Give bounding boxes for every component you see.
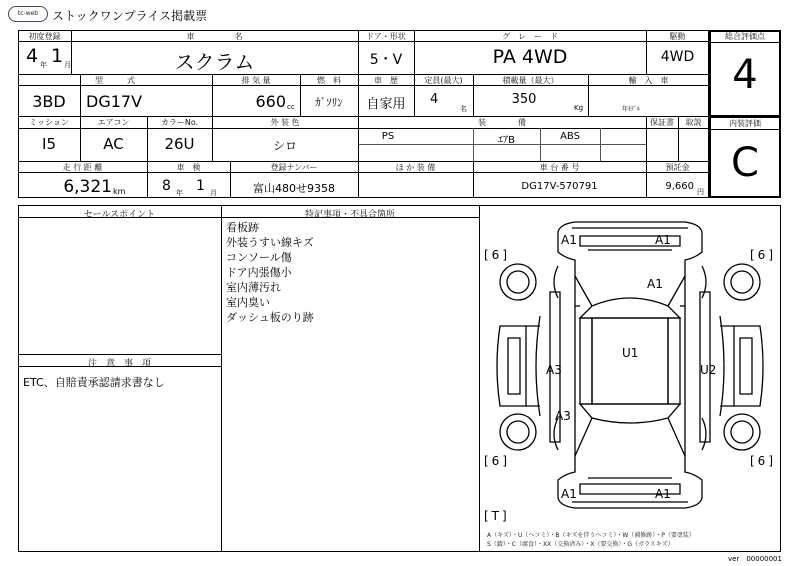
legend-line-2: S（錆）・C（腐食）・XX（交換済み）・X（要交換）・G（ガラスキズ） [487, 541, 674, 548]
label-import: 輸 入 車 [628, 76, 669, 85]
interior-score: C [731, 140, 759, 186]
side-right-bottom: [6] [750, 454, 776, 468]
equip-airbag: ｴｱB [498, 135, 515, 146]
label-overall: 総合評価点 [725, 32, 765, 41]
mark-roof: U1 [622, 346, 639, 360]
brand-logo-text: tc-web [17, 10, 39, 17]
mileage-unit: km [113, 187, 126, 196]
note-item: 室内薄汚れ [226, 281, 281, 294]
caution-text: ETC、自賠責承認請求書なし [23, 376, 165, 389]
price-unit: 円 [697, 188, 704, 196]
side-left-top: [6] [484, 248, 510, 262]
side-right-top: [6] [750, 248, 776, 262]
label-inspection: 車 検 [176, 163, 201, 172]
label-equipment: 装 備 [478, 118, 526, 127]
insp-month-unit: 月 [210, 189, 217, 197]
car-name: スクラム [174, 50, 255, 74]
import-model: 年ﾓﾃﾞﾙ [622, 106, 641, 113]
label-sales-point: セールスポイント [83, 210, 156, 220]
price: 9,660 [665, 181, 694, 192]
mark-left-side: A3 [546, 363, 562, 377]
note-item: 外装うすい線キズ [226, 236, 314, 249]
equip-abs: ABS [560, 131, 580, 142]
page-title: ストックワンプライス掲載票 [52, 9, 208, 23]
mark-front-top-right: A1 [655, 233, 671, 247]
car-damage-diagram [480, 206, 780, 526]
displacement-unit: cc [287, 103, 295, 111]
load: 350 [511, 92, 537, 107]
reg-month: 1 [51, 45, 64, 67]
plate: 富山480せ9358 [253, 182, 335, 195]
label-car-name: 車 名 [186, 32, 243, 41]
label-other-equip: ほ か 装 備 [395, 163, 436, 172]
history: 自家用 [366, 97, 406, 112]
model: DG17V [86, 92, 143, 111]
label-history: 車 歴 [374, 76, 398, 85]
mark-rear-right: A1 [655, 487, 671, 501]
label-notes: 特記事項・不具合箇所 [304, 210, 395, 220]
label-color-no: カラーNo. [160, 118, 199, 127]
capacity: 4 [430, 92, 439, 107]
label-capacity: 定員(最大) [424, 76, 463, 85]
mission: I5 [42, 135, 56, 153]
capacity-unit: 名 [460, 105, 467, 113]
insp-year: 8 [162, 178, 171, 194]
mileage: 6,321 [63, 177, 112, 197]
color-no: 26U [164, 135, 195, 153]
mark-right-side: U2 [700, 363, 717, 377]
grade: PA 4WD [492, 46, 568, 68]
note-item: コンソール傷 [226, 251, 292, 264]
load-unit: Kg [574, 104, 584, 112]
note-item: ドア内張傷小 [226, 266, 292, 279]
label-warranty: 保証書 [650, 118, 674, 127]
exterior-color: シロ [272, 139, 297, 153]
reg-month-unit: 月 [64, 61, 71, 69]
side-left-bottom: [6] [484, 454, 510, 468]
label-chassis: 車 台 番 号 [539, 163, 580, 172]
version-label: ver 00000001 [728, 555, 782, 563]
notes-list [226, 220, 314, 325]
mark-rear-left: A1 [561, 487, 577, 501]
model-prefix: 3BD [32, 92, 66, 111]
label-door-shape: ドア・形状 [366, 32, 406, 41]
door-shape: 5・V [369, 52, 403, 68]
mark-left-rear: A3 [555, 409, 571, 423]
label-load: 積載量（最大） [502, 76, 559, 85]
note-item: 室内臭い [226, 296, 270, 309]
overall-score: 4 [732, 52, 758, 98]
label-plate: 登録ナンバー [270, 163, 318, 172]
label-grade: グ レ ー ド [502, 32, 558, 41]
label-price: 預託金 [665, 163, 690, 172]
mark-hood: A1 [647, 277, 663, 291]
fuel: ｶﾞｿﾘﾝ [315, 96, 343, 109]
trunk-label: [T] [484, 509, 510, 523]
reg-year-unit: 年 [40, 61, 47, 69]
insp-month: 1 [196, 178, 205, 194]
label-aircon: エアコン [97, 118, 130, 127]
note-item: 看板跡 [226, 221, 259, 234]
brand-logo [8, 6, 48, 22]
note-item: ダッシュ板のり跡 [226, 311, 314, 324]
label-model: 型 式 [95, 76, 135, 85]
label-first-reg: 初度登録 [28, 32, 61, 41]
label-displacement: 排 気 量 [241, 76, 271, 85]
label-fuel: 燃 料 [317, 76, 341, 85]
label-mission: ミッション [29, 118, 69, 127]
reg-year: 4 [26, 45, 39, 67]
drive: 4WD [660, 49, 695, 65]
chassis: DG17V-570791 [521, 181, 598, 192]
label-drive: 駆動 [669, 32, 686, 41]
equip-ps: PS [381, 131, 395, 142]
mark-front-top: A1 [561, 233, 577, 247]
legend-line-1: A（キズ）・U（ヘコミ）・B（キズを伴うヘコミ）・W（補修跡）・P（要塗装） [487, 532, 695, 539]
label-mileage: 走 行 距 離 [62, 163, 103, 172]
aircon: AC [103, 135, 124, 153]
label-interior: 内装評価 [729, 119, 761, 128]
label-caution: 注 意 事 項 [87, 359, 151, 369]
label-manual: 取説 [685, 118, 702, 127]
label-exterior: 外 装 色 [270, 118, 300, 127]
insp-year-unit: 年 [176, 189, 183, 197]
displacement: 660 [255, 92, 286, 111]
